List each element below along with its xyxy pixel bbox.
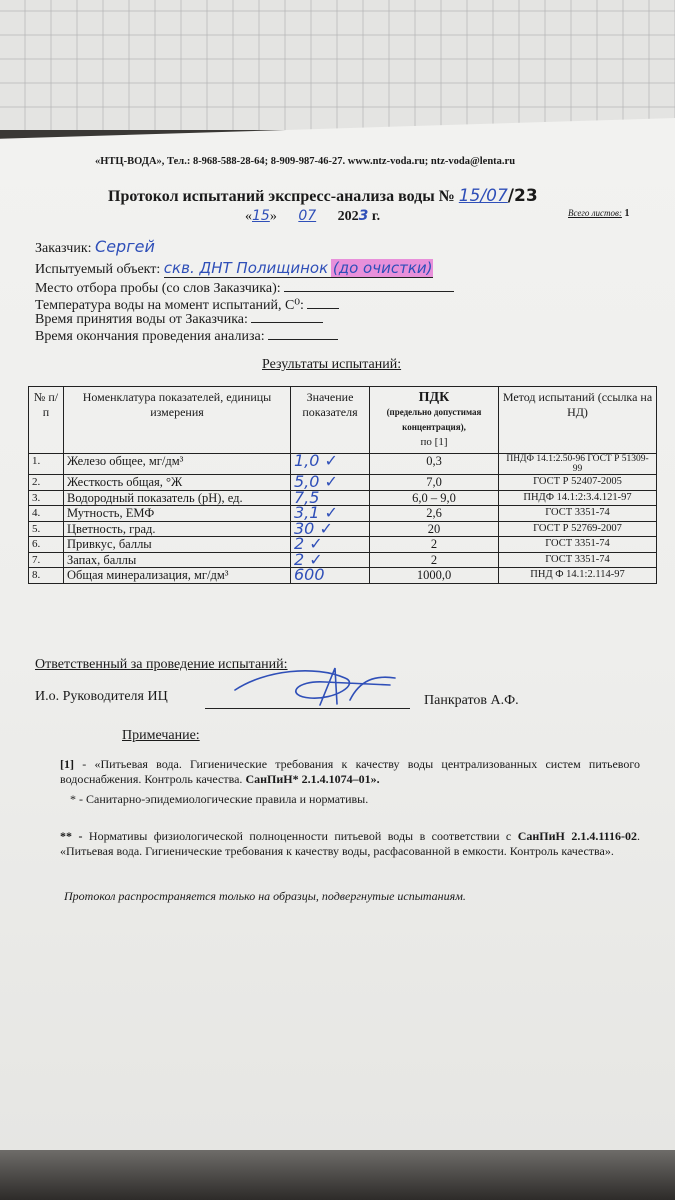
table-row: 6. Привкус, баллы 2 ✓ 2 ГОСТ 3351-74 bbox=[29, 537, 657, 553]
signature-line bbox=[205, 708, 410, 709]
object-value: скв. ДНТ Полищинок (до очистки) bbox=[163, 259, 433, 277]
table-row: 3. Водородный показатель (рН), ед. 7,5 6,0 – 9,0 ПНДФ 14.1:2:3.4.121-97 bbox=[29, 490, 657, 506]
table-row: 4. Мутность, ЕМФ 3,1 ✓ 2,6 ГОСТ 3351-74 bbox=[29, 506, 657, 522]
note-2: ** - Нормативы физиологической полноценности питьевой воды в соответствии с СанПиН 2.1.4.1116-02. «Питьевая вода. Гигиенические требования к качеству воды, расфасованной в емкости. Контроль качества». bbox=[60, 829, 641, 858]
head-name: Панкратов А.Ф. bbox=[424, 693, 519, 708]
analysis-end-field: Время окончания проведения анализа: bbox=[35, 329, 338, 345]
value-cell: 2 ✓ bbox=[291, 552, 370, 568]
header-value: Значение показателя bbox=[291, 387, 370, 454]
value-cell: 5,0 ✓ bbox=[291, 475, 370, 491]
value-cell: 30 ✓ bbox=[291, 521, 370, 537]
temperature-field: Температура воды на момент испытаний, С⁰: bbox=[35, 297, 339, 314]
head-label: И.о. Руководителя ИЦ bbox=[35, 689, 168, 704]
table-row: 2. Жесткость общая, °Ж 5,0 ✓ 7,0 ГОСТ Р 52407-2005 bbox=[29, 475, 657, 491]
date-day: 15 bbox=[252, 208, 270, 224]
table-row: 5. Цветность, град. 30 ✓ 20 ГОСТ Р 52769-2007 bbox=[29, 521, 657, 537]
protocol-date: «15» 07 2023 г. bbox=[245, 208, 381, 224]
results-table bbox=[28, 386, 657, 584]
table-header-row bbox=[29, 387, 657, 454]
received-time-field: Время принятия воды от Заказчика: bbox=[35, 312, 323, 328]
header-pdk: ПДК (предельно допустимая концентрация), по [1] bbox=[370, 387, 499, 454]
notes-title: Примечание: bbox=[122, 728, 200, 743]
responsible-label: Ответственный за проведение испытаний: bbox=[35, 657, 288, 672]
table-row: 1. Железо общее, мг/дм³ 1,0 ✓ 0,3 ПНДФ 14.1:2.50-96 ГОСТ Р 51309-99 bbox=[29, 454, 657, 475]
protocol-number: 15/07 bbox=[458, 186, 508, 206]
title-prefix: Протокол испытаний экспресс-анализа воды № bbox=[108, 188, 455, 205]
note-1-star: * - Санитарно-эпидемиологические правила и нормативы. bbox=[70, 792, 369, 806]
value-cell: 7,5 bbox=[291, 490, 370, 506]
results-title: Результаты испытаний: bbox=[262, 357, 402, 372]
value-cell: 2 ✓ bbox=[291, 537, 370, 553]
background-wall bbox=[0, 0, 675, 130]
object-field: Испытуемый объект: скв. ДНТ Полищинок (до очистки) bbox=[35, 259, 433, 277]
note-1: [1] - «Питьевая вода. Гигиенические требования к качеству воды централизованных систем питьевого водоснабжения. Контроль качества. СанПиН* 2.1.4.1074–01». bbox=[60, 757, 641, 786]
table-row: 8. Общая минерализация, мг/дм³ 600 1000,0 ПНД Ф 14.1:2.114-97 bbox=[29, 568, 657, 584]
date-year: 3 bbox=[358, 208, 369, 224]
sampling-place-field: Место отбора пробы (со слов Заказчика): bbox=[35, 281, 454, 297]
background-floor bbox=[0, 1150, 675, 1200]
date-month: 07 bbox=[298, 208, 317, 224]
header-num: № п/п bbox=[29, 387, 64, 454]
protocol-number-suffix: /23 bbox=[507, 186, 538, 206]
sheet-count: Всего листов: 1 bbox=[568, 208, 630, 219]
header-method: Метод испытаний (ссылка на НД) bbox=[499, 387, 657, 454]
customer-field: Заказчик: Сергей bbox=[35, 237, 155, 256]
document-title bbox=[108, 186, 538, 206]
footer-note: Протокол распространяется только на образцы, подвергнутые испытаниям. bbox=[64, 889, 466, 903]
signature-icon bbox=[225, 660, 405, 715]
customer-value: Сергей bbox=[95, 237, 155, 256]
header-name: Номенклатура показателей, единицы измерения bbox=[64, 387, 291, 454]
table-row: 7. Запах, баллы 2 ✓ 2 ГОСТ 3351-74 bbox=[29, 552, 657, 568]
value-cell: 1,0 ✓ bbox=[291, 454, 370, 475]
value-cell: 600 bbox=[291, 568, 370, 584]
value-cell: 3,1 ✓ bbox=[291, 506, 370, 522]
org-header: «НТЦ-ВОДА», Тел.: 8-968-588-28-64; 8-909-987-46-27. www.ntz-voda.ru; ntz-voda@lenta.ru bbox=[95, 156, 516, 167]
